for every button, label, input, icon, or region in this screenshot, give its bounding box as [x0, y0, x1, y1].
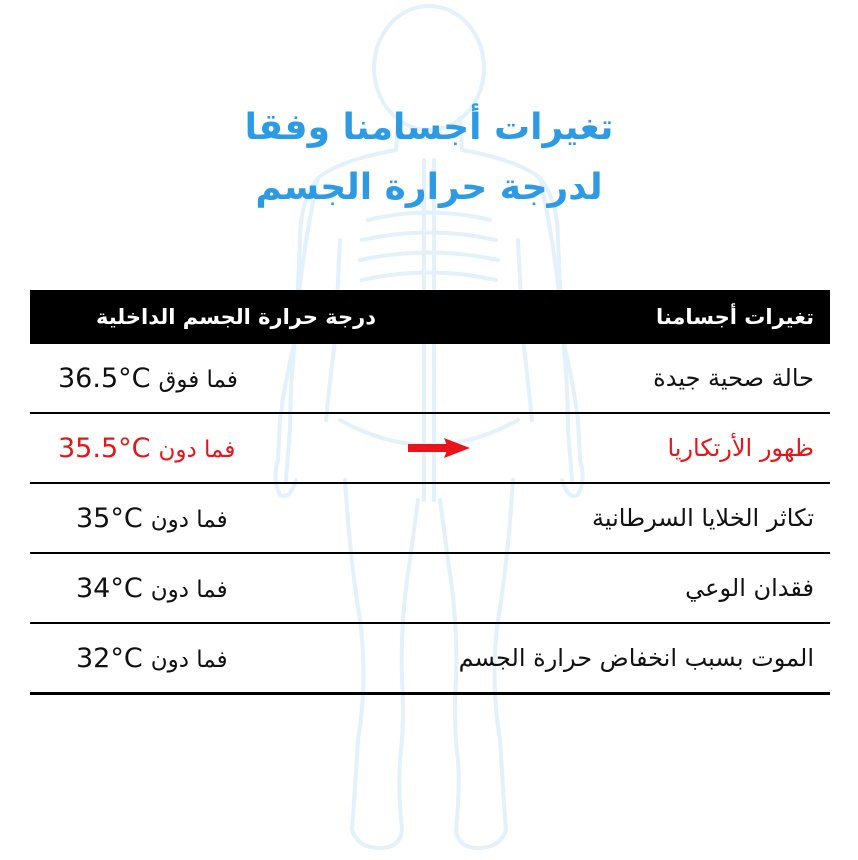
temperature-qualifier: فما دون [150, 576, 228, 603]
table-row [30, 554, 830, 624]
table-row [30, 484, 830, 554]
arrow-right-icon [408, 438, 470, 458]
temperature-qualifier: فما دون [158, 436, 236, 463]
table-row-highlighted [30, 414, 830, 484]
header-effect: تغيرات أجسامنا [655, 305, 814, 329]
header-temperature: درجة حرارة الجسم الداخلية [96, 305, 377, 329]
temperature-cell [76, 643, 228, 674]
effect-cell: ظهور الأرتكاريا [667, 434, 814, 462]
temperature-cell [58, 363, 238, 394]
page-title [0, 98, 858, 218]
effect-cell: تكاثر الخلايا السرطانية [591, 504, 814, 532]
temperature-effects-table [30, 290, 830, 695]
temperature-value: 35.5°C [58, 432, 151, 464]
table-header [30, 290, 830, 344]
effect-cell: فقدان الوعي [685, 574, 814, 602]
temperature-qualifier: فما دون [150, 506, 228, 533]
temperature-qualifier: فما فوق [158, 366, 238, 393]
title-line-2: لدرجة حرارة الجسم [255, 167, 603, 208]
effect-cell: الموت بسبب انخفاض حرارة الجسم [458, 644, 814, 672]
table-row [30, 344, 830, 414]
temperature-cell [76, 503, 228, 534]
temperature-cell [58, 433, 235, 464]
temperature-value: 34°C [76, 572, 143, 604]
temperature-cell [76, 573, 228, 604]
title-line-1: تغيرات أجسامنا وفقا [244, 107, 614, 148]
effect-cell: حالة صحية جيدة [653, 364, 814, 392]
temperature-value: 32°C [76, 642, 143, 674]
temperature-value: 36.5°C [58, 362, 151, 394]
table-row [30, 624, 830, 695]
temperature-value: 35°C [76, 502, 143, 534]
temperature-qualifier: فما دون [150, 646, 228, 673]
